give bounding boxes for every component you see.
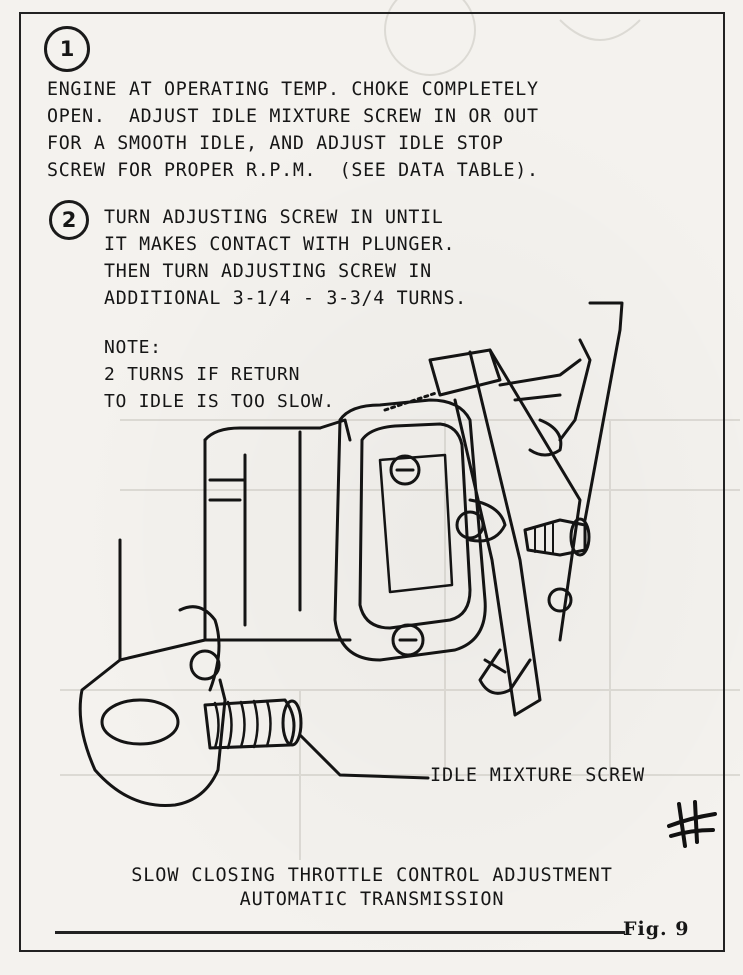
step-2-text: TURN ADJUSTING SCREW IN UNTIL IT MAKES CONTACT WITH PLUNGER. THEN TURN ADJUSTING SCREW IN ADDITIONAL 3-1/4 - 3-3/4 TURNS. <box>104 207 467 309</box>
figure-number: Fig. 9 <box>623 918 690 940</box>
idle-mixture-screw-label: IDLE MIXTURE SCREW <box>430 765 645 786</box>
note-text: NOTE: 2 TURNS IF RETURN TO IDLE IS TOO SLOW. <box>104 337 335 412</box>
step-2-marker: 2 <box>49 200 89 240</box>
figure-subtitle: AUTOMATIC TRANSMISSION <box>239 889 505 910</box>
figure-title: SLOW CLOSING THROTTLE CONTROL ADJUSTMENT <box>131 865 613 886</box>
hand-drawn-mark <box>665 800 720 850</box>
step-1-marker: 1 <box>44 26 90 72</box>
step-1-text: ENGINE AT OPERATING TEMP. CHOKE COMPLETELY OPEN. ADJUST IDLE MIXTURE SCREW IN OR OUT FOR A SMOOTH IDLE, AND ADJUST IDLE STOP SCREW FOR PROPER R.P.M. (SEE DATA TABLE). <box>47 79 539 181</box>
bottom-rule <box>55 931 625 934</box>
